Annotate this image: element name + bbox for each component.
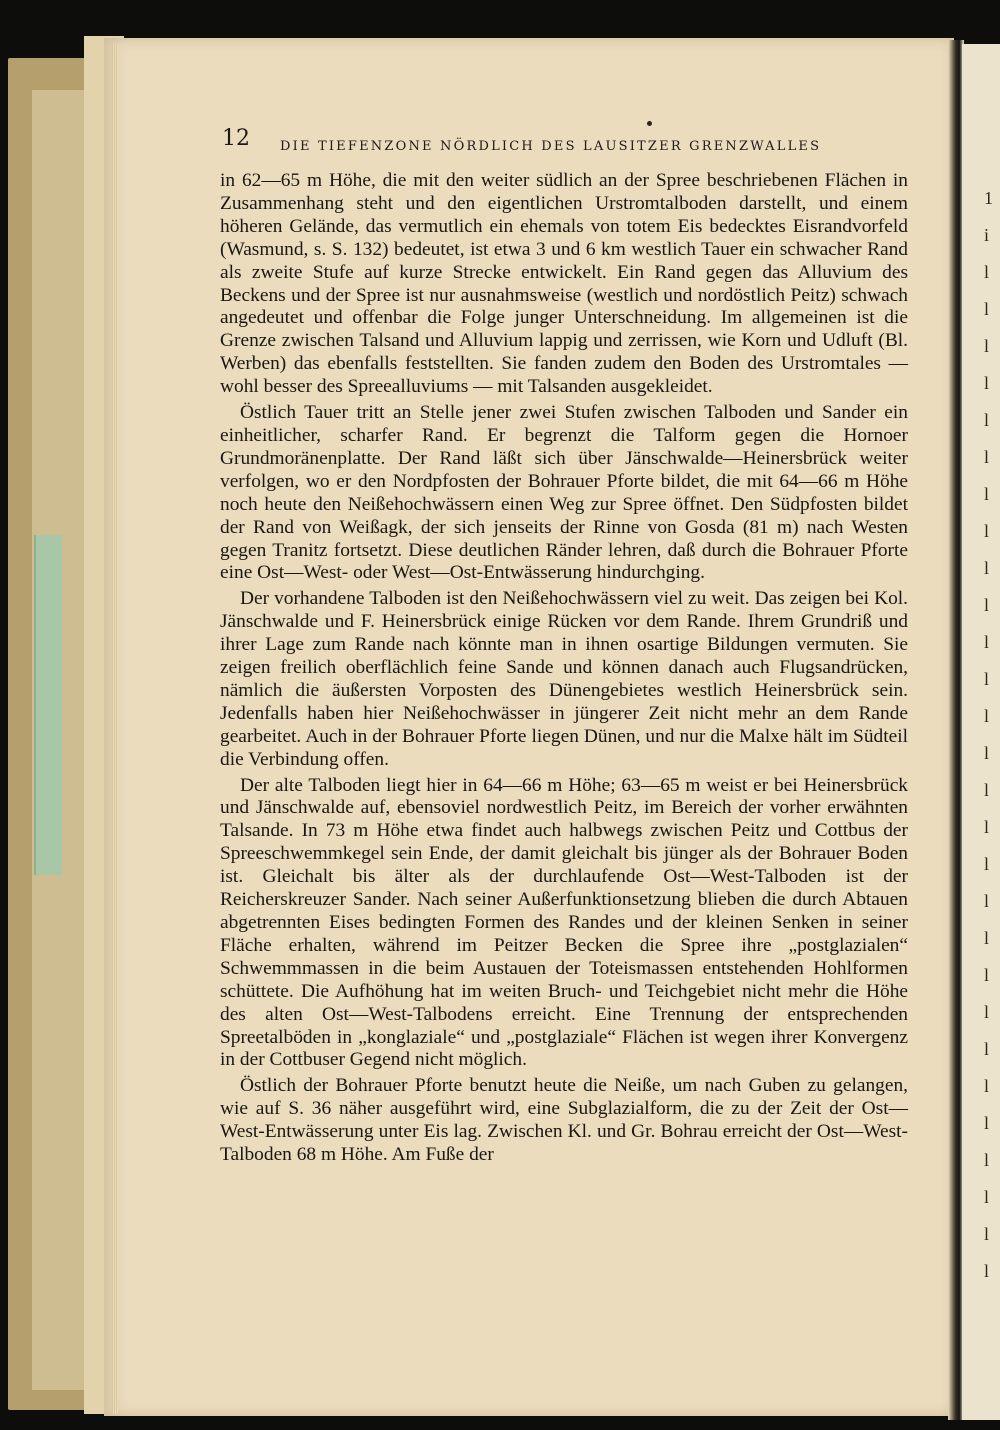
green-bookmark-tab	[34, 535, 62, 875]
paragraph: in 62—65 m Höhe, die mit den weiter südlich an der Spree beschriebenen Flächen in Zusammenhang steht und den eigentlichen Urstromtalboden darstellt, und einem höheren Gelände, das vermutlich ein ehemals von totem Eis bedecktes Eisrandvorfeld (Wasmund, s. S. 132) bedeutet, ist etwa 3 und 6 km westlich Tauer ein schwacher Rand als zweite Stufe auf kurze Strecke entwickelt. Ein Rand gegen das Alluvium des Beckens und der Spree ist nur ausnahmsweise (westlich und nordöstlich Peitz) schwach angedeutet und offenbar die Folge junger Unterschneidung. Im allgemeinen ist die Grenze zwischen Talsand und Alluvium lappig und zerrissen, wie Korn und Udluft (Bl. Werben) das ebenfalls feststellten. Sie fanden zudem den Boden des Urstromtales — wohl besser des Spreealluviums — mit Talsanden ausgekleidet.	[220, 170, 908, 398]
paragraph: Der alte Talboden liegt hier in 64—66 m Höhe; 63—65 m weist er bei Heinersbrück und Jänschwalde auf, ebensoviel nordwestlich Peitz, im Bereich der vorher erwähnten Talsande. In 73 m Höhe etwa findet auch halbwegs zwischen Peitz und Cottbus der Spreeschwemmkegel sein Ende, der damit gleichalt bis jünger als der Bohrauer Boden ist. Gleichalt bis älter als der durchlaufende Ost—West-Talboden ist der Reicherskreuzer Sander. Nach seiner Außerfunktionsetzung blieben die durch Abtauen abgetrennten Eises bedingten Formen des Randes und der kleinen Senken in seiner Fläche erhalten, während im Peitzer Becken die Spree ihre „postglazialen“ Schwemmmassen in die beim Austauen der Toteismassen entstehenden Hohlformen schüttete. Die Aufhöhung hat im weiten Bruch- und Teichgebiet nicht mehr die Höhe des alten Ost—West-Talbodens erreicht. Eine Trennung der entsprechenden Spreetalböden in „konglaziale“ und „postglaziale“ Flächen ist wegen ihrer Konvergenz in der Cottbuser Gegend nicht möglich.	[220, 774, 908, 1071]
ink-speck	[647, 121, 652, 126]
adjacent-page-text-fragment: 1 i l l l l l l l l l l l l l l l l l l l l l l l l l l l l	[984, 188, 993, 1281]
page-stack-edge	[112, 44, 118, 1414]
paragraph: Östlich Tauer tritt an Stelle jener zwei Stufen zwischen Talboden und Sander ein einheitlicher, scharfer Rand. Er begrenzt die Talform gegen die Hornoer Grundmoränenplatte. Der Rand läßt sich über Jänschwalde—Heinersbrück weiter verfolgen, wo er den Nordpfosten der Bohrauer Pforte bildet, die mit 64—66 m Höhe noch heute den Neißehochwässern einen Weg zur Spree öffnet. Den Südpfosten bildet der Rand von Weißagk, der sich jenseits der Rinne von Gosda (81 m) nach Westen gegen Tranitz fortsetzt. Diese deutlichen Ränder lehren, daß durch die Bohrauer Pforte eine Ost—West- oder West—Ost-Entwässerung hindurchging.	[220, 402, 908, 584]
paragraph: Östlich der Bohrauer Pforte benutzt heute die Neiße, um nach Guben zu gelangen, wie auf S. 36 näher ausgeführt wird, eine Subglazialform, die zu der Zeit der Ost—West-Entwässerung unter Eis lag. Zwischen Kl. und Gr. Bohrau erreicht der Ost—West-Talboden 68 m Höhe. Am Fuße der	[220, 1075, 908, 1166]
body-text	[220, 170, 908, 1170]
page-number: 12	[222, 126, 250, 151]
paragraph: Der vorhandene Talboden ist den Neißehochwässern viel zu weit. Das zeigen bei Kol. Jänschwalde und F. Heinersbrück einige Rücken vor dem Rande. Ihrem Grundriß und ihrer Lage zum Rande nach könnte man in ihnen osartige Bildungen vermuten. Sie zeigen freilich oberflächlich feine Sande und können danach auch Flugsandrücken, nämlich die äußersten Vorposten des Dünengebietes westlich Heinersbrück sein. Jedenfalls haben hier Neißehochwässer in jüngerer Zeit nicht mehr an dem Rande gearbeitet. Auch in der Bohrauer Pforte liegen Dünen, und nur die Malxe hält im Südteil die Verbindung offen.	[220, 588, 908, 770]
running-head: DIE TIEFENZONE NÖRDLICH DES LAUSITZER GRENZWALLES	[280, 139, 822, 154]
